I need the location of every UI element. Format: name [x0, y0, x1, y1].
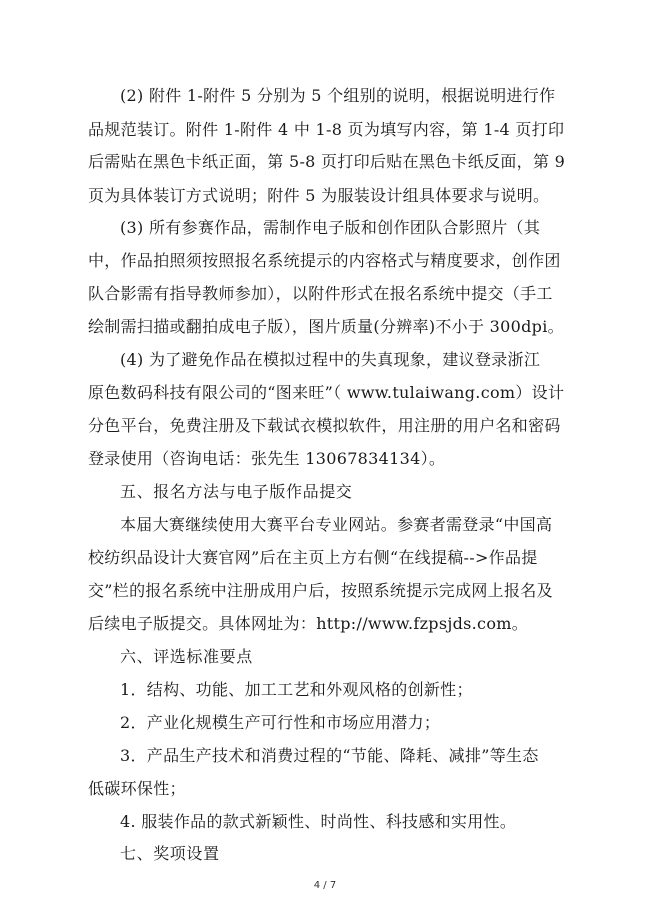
text-line: 页为具体装订方式说明；附件 5 为服装设计组具体要求与说明。 — [88, 186, 550, 205]
text-line: 中，作品拍照须按照报名系统提示的内容格式与精度要求，创作团 — [88, 251, 561, 270]
text-line: 品规范装订。附件 1-附件 4 中 1-8 页为填写内容，第 1-4 页打印 — [88, 120, 565, 139]
text-line: 交”栏的报名系统中注册成用户后，按照系统提示完成网上报名及 — [88, 581, 553, 600]
page-number: 4 / 7 — [313, 880, 337, 891]
text-line: 校纺织品设计大赛官网”后在主页上方右侧“在线提稿-->作品提 — [88, 548, 538, 567]
text-line: 绘制需扫描或翻拍成电子版），图片质量(分辨率)不小于 300dpi。 — [88, 317, 564, 336]
text-line: 后需贴在黑色卡纸正面，第 5-8 页打印后贴在黑色卡纸反面，第 9 — [88, 152, 566, 171]
criteria-item: 4. 服装作品的款式新颖性、时尚性、科技感和实用性。 — [120, 812, 517, 831]
text-line: 后续电子版提交。具体网址为：http://www.fzpsjds.com。 — [88, 614, 529, 633]
section-heading: 六、评选标准要点 — [120, 647, 253, 666]
text-line: 分色平台，免费注册及下载试衣模拟软件，用注册的用户名和密码 — [88, 416, 561, 435]
text-line: (2) 附件 1-附件 5 分别为 5 个组别的说明，根据说明进行作 — [120, 86, 556, 105]
text-line: 登录使用（咨询电话：张先生 13067834134）。 — [88, 449, 446, 468]
criteria-item: 1．结构、功能、加工工艺和外观风格的创新性； — [120, 680, 473, 699]
text-line: (3) 所有参赛作品，需制作电子版和创作团队合影照片（其 — [120, 218, 541, 237]
section-heading: 七、奖项设置 — [120, 844, 220, 863]
text-line: (4) 为了避免作品在模拟过程中的失真现象，建议登录浙江 — [120, 350, 541, 369]
text-line: 原色数码科技有限公司的“图来旺”（ www.tulaiwang.com）设计 — [88, 383, 565, 402]
text-line: 本届大赛继续使用大赛平台专业网站。参赛者需登录“中国高 — [120, 515, 553, 534]
criteria-item-continued: 低碳环保性； — [88, 779, 186, 798]
section-heading: 五、报名方法与电子版作品提交 — [120, 482, 353, 501]
criteria-item: 2．产业化规模生产可行性和市场应用潜力； — [120, 713, 441, 732]
criteria-item: 3．产品生产技术和消费过程的“节能、降耗、减排”等生态 — [120, 746, 539, 765]
text-line: 队合影需有指导教师参加），以附件形式在报名系统中提交（手工 — [88, 284, 553, 303]
